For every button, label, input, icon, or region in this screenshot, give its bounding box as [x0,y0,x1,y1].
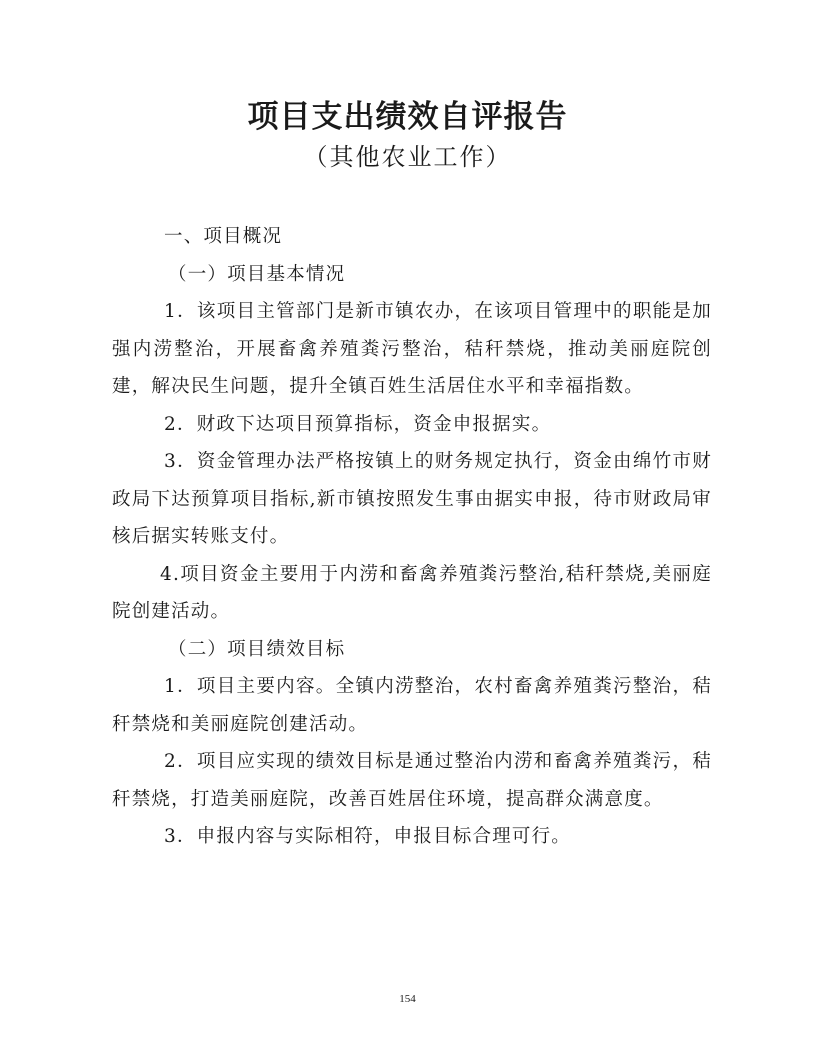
paragraph: 4.项目资金主要用于内涝和畜禽养殖粪污整治,秸秆禁烧,美丽庭院创建活动。 [112,563,712,622]
report-body [112,218,712,856]
paragraph: 1．该项目主管部门是新市镇农办，在该项目管理中的职能是加强内涝整治，开展畜禽养殖粪污整治，秸秆禁烧，推动美丽庭院创建，解决民生问题，提升全镇百姓生活居住水平和幸福指数。 [112,301,712,397]
subsection-heading: （一）项目基本情况 [168,263,346,285]
subsection-heading: （二）项目绩效目标 [168,638,346,660]
paragraph: 2．项目应实现的绩效目标是通过整治内涝和畜禽养殖粪污，秸秆禁烧，打造美丽庭院，改善百姓居住环境，提高群众满意度。 [112,751,712,810]
paragraph: 1．项目主要内容。全镇内涝整治，农村畜禽养殖粪污整治，秸秆禁烧和美丽庭院创建活动。 [112,676,712,735]
page-number: 154 [399,993,416,1005]
paragraph: 2．财政下达项目预算指标，资金申报据实。 [164,413,552,435]
report-subtitle: （其他农业工作） [303,143,512,171]
paragraph: 3．资金管理办法严格按镇上的财务规定执行，资金由绵竹市财政局下达预算项目指标,新市镇按照发生事由据实申报，待市财政局审核后据实转账支付。 [112,451,712,547]
paragraph: 3．申报内容与实际相符，申报目标合理可行。 [164,826,571,847]
section-heading: 一、项目概况 [164,226,283,247]
report-title: 项目支出绩效自评报告 [247,99,568,135]
